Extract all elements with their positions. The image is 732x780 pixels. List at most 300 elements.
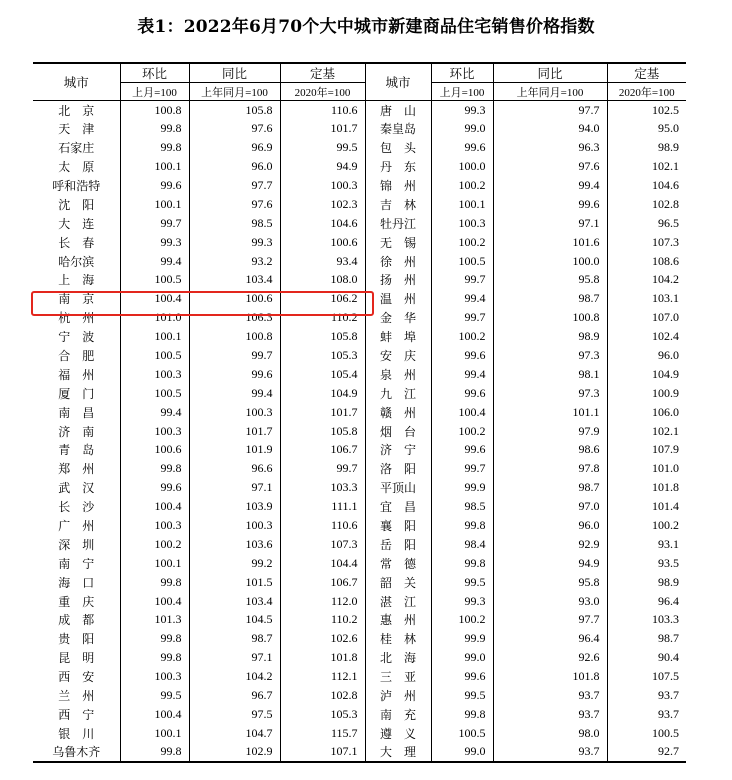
table-row [33, 233, 686, 252]
left-base-cell: 105.8 [280, 422, 365, 441]
header-mom-right: 环比 [431, 63, 493, 83]
left-base-cell: 105.4 [280, 365, 365, 384]
right-mom-cell: 99.6 [431, 138, 493, 157]
right-yoy-cell: 94.9 [493, 554, 607, 573]
right-mom-cell: 98.5 [431, 497, 493, 516]
right-yoy-cell: 98.6 [493, 441, 607, 460]
table-row [33, 686, 686, 705]
table-row [33, 327, 686, 346]
table-row [33, 497, 686, 516]
header-base: 定基 [280, 63, 365, 83]
table-row [33, 592, 686, 611]
right-yoy-cell: 97.0 [493, 497, 607, 516]
left-yoy-cell: 97.5 [189, 705, 280, 724]
highlight-box-nanjing [31, 291, 374, 316]
subheader-base: 2020年=100 [280, 83, 365, 101]
left-city-cell: 济 南 [58, 424, 95, 439]
left-yoy-cell: 97.7 [189, 176, 280, 195]
left-mom-cell: 100.4 [120, 497, 189, 516]
right-base-cell: 96.5 [607, 214, 686, 233]
left-city-cell: 广 州 [58, 519, 95, 534]
table-title: 表1：2022年6月70个大中城市新建商品住宅销售价格指数 [137, 17, 595, 37]
left-base-cell: 111.1 [280, 497, 365, 516]
right-mom-cell: 99.6 [431, 667, 493, 686]
right-mom-cell: 99.6 [431, 346, 493, 365]
table-row [33, 176, 686, 195]
table-row [33, 365, 686, 384]
right-base-cell: 93.7 [607, 686, 686, 705]
left-base-cell: 107.1 [280, 743, 365, 762]
right-mom-cell: 99.8 [431, 705, 493, 724]
right-yoy-cell: 96.3 [493, 138, 607, 157]
left-mom-cell: 100.5 [120, 271, 189, 290]
left-city-cell: 哈尔滨 [58, 254, 95, 269]
subheader-base-right: 2020年=100 [607, 83, 686, 101]
table-body [33, 101, 686, 762]
right-city-cell: 三 亚 [365, 667, 431, 686]
right-base-cell: 102.1 [607, 422, 686, 441]
left-mom-cell: 100.3 [120, 422, 189, 441]
table-header [33, 63, 686, 101]
right-city-cell: 温 州 [365, 289, 431, 308]
right-city-cell: 常 德 [365, 554, 431, 573]
left-base-cell: 102.3 [280, 195, 365, 214]
right-mom-cell: 99.0 [431, 119, 493, 138]
left-mom-cell: 100.1 [120, 554, 189, 573]
left-mom-cell: 99.6 [120, 176, 189, 195]
left-yoy-cell: 96.9 [189, 138, 280, 157]
left-yoy-cell: 101.9 [189, 441, 280, 460]
left-mom-cell: 99.8 [120, 573, 189, 592]
left-base-cell: 106.2 [280, 289, 365, 308]
left-yoy-cell: 104.5 [189, 611, 280, 630]
left-yoy-cell: 99.4 [189, 384, 280, 403]
left-mom-cell: 100.4 [120, 705, 189, 724]
left-yoy-cell: 99.7 [189, 346, 280, 365]
right-city-cell: 襄 阳 [365, 516, 431, 535]
left-city-cell: 武 汉 [58, 481, 95, 496]
right-city-cell: 赣 州 [365, 403, 431, 422]
left-yoy-cell: 103.4 [189, 592, 280, 611]
left-city-cell: 呼和浩特 [52, 179, 101, 193]
left-city-cell: 福 州 [58, 367, 95, 382]
right-mom-cell: 99.5 [431, 686, 493, 705]
right-mom-cell: 99.0 [431, 648, 493, 667]
table-row [33, 611, 686, 630]
left-city-cell: 厦 门 [58, 386, 95, 401]
left-base-cell: 102.8 [280, 686, 365, 705]
left-city-cell: 贵 阳 [58, 632, 95, 647]
table-row [33, 214, 686, 233]
right-city-cell: 锦 州 [365, 176, 431, 195]
left-city-cell: 海 口 [58, 575, 95, 590]
price-index-table [33, 62, 686, 763]
left-mom-cell: 99.4 [120, 252, 189, 271]
left-yoy-cell: 99.6 [189, 365, 280, 384]
table-row [33, 271, 686, 290]
right-yoy-cell: 101.6 [493, 233, 607, 252]
left-yoy-cell: 96.6 [189, 459, 280, 478]
right-base-cell: 107.9 [607, 441, 686, 460]
right-yoy-cell: 98.1 [493, 365, 607, 384]
left-mom-cell: 99.8 [120, 743, 189, 762]
left-city-cell: 青 岛 [58, 443, 95, 458]
left-yoy-cell: 100.8 [189, 327, 280, 346]
header-yoy: 同比 [189, 63, 280, 83]
right-yoy-cell: 94.0 [493, 119, 607, 138]
left-city-cell: 太 原 [58, 160, 95, 175]
left-yoy-cell: 104.2 [189, 667, 280, 686]
left-mom-cell: 99.8 [120, 459, 189, 478]
left-yoy-cell: 99.2 [189, 554, 280, 573]
left-yoy-cell: 97.1 [189, 478, 280, 497]
right-yoy-cell: 98.7 [493, 478, 607, 497]
left-base-cell: 94.9 [280, 157, 365, 176]
left-base-cell: 104.4 [280, 554, 365, 573]
right-mom-cell: 100.2 [431, 176, 493, 195]
left-base-cell: 99.5 [280, 138, 365, 157]
table-row [33, 403, 686, 422]
right-city-cell: 南 充 [365, 705, 431, 724]
right-base-cell: 93.5 [607, 554, 686, 573]
left-yoy-cell: 100.3 [189, 516, 280, 535]
left-city-cell: 长 沙 [58, 500, 95, 515]
left-mom-cell: 100.1 [120, 157, 189, 176]
left-base-cell: 101.7 [280, 119, 365, 138]
left-yoy-cell: 101.7 [189, 422, 280, 441]
left-mom-cell: 100.3 [120, 667, 189, 686]
right-base-cell: 100.2 [607, 516, 686, 535]
right-mom-cell: 99.4 [431, 365, 493, 384]
left-mom-cell: 100.6 [120, 441, 189, 460]
right-mom-cell: 99.0 [431, 743, 493, 762]
right-city-cell: 泉 州 [365, 365, 431, 384]
right-city-cell: 遵 义 [365, 724, 431, 743]
table-row [33, 667, 686, 686]
right-base-cell: 106.0 [607, 403, 686, 422]
table-row [33, 119, 686, 138]
right-yoy-cell: 97.9 [493, 422, 607, 441]
header-yoy-right: 同比 [493, 63, 607, 83]
left-mom-cell: 99.3 [120, 233, 189, 252]
left-mom-cell: 99.8 [120, 629, 189, 648]
left-base-cell: 93.4 [280, 252, 365, 271]
right-base-cell: 93.1 [607, 535, 686, 554]
right-yoy-cell: 92.6 [493, 648, 607, 667]
right-yoy-cell: 97.1 [493, 214, 607, 233]
left-city-cell: 西 宁 [58, 707, 95, 722]
left-yoy-cell: 97.6 [189, 195, 280, 214]
right-yoy-cell: 97.3 [493, 384, 607, 403]
subheader-yoy: 上年同月=100 [189, 83, 280, 101]
right-base-cell: 100.5 [607, 724, 686, 743]
left-city-cell: 上 海 [58, 273, 95, 288]
header-mom: 环比 [120, 63, 189, 83]
left-mom-cell: 99.8 [120, 119, 189, 138]
left-base-cell: 102.6 [280, 629, 365, 648]
right-base-cell: 102.4 [607, 327, 686, 346]
left-yoy-cell: 103.6 [189, 535, 280, 554]
right-city-cell: 岳 阳 [365, 535, 431, 554]
left-base-cell: 110.2 [280, 611, 365, 630]
right-yoy-cell: 97.7 [493, 101, 607, 120]
right-base-cell: 102.5 [607, 101, 686, 120]
right-mom-cell: 100.2 [431, 611, 493, 630]
right-yoy-cell: 97.3 [493, 346, 607, 365]
left-yoy-cell: 102.9 [189, 743, 280, 762]
left-city-cell: 大 连 [58, 216, 95, 231]
left-base-cell: 99.7 [280, 459, 365, 478]
left-mom-cell: 100.1 [120, 195, 189, 214]
right-yoy-cell: 101.8 [493, 667, 607, 686]
subheader-mom: 上月=100 [120, 83, 189, 101]
left-city-cell: 郑 州 [58, 462, 95, 477]
left-city-cell: 南 昌 [58, 405, 95, 420]
right-city-cell: 无 锡 [365, 233, 431, 252]
right-base-cell: 98.9 [607, 138, 686, 157]
left-mom-cell: 100.4 [120, 289, 189, 308]
left-yoy-cell: 97.6 [189, 119, 280, 138]
right-city-cell: 蚌 埠 [365, 327, 431, 346]
table-row [33, 346, 686, 365]
left-city-cell: 深 圳 [58, 537, 95, 552]
right-base-cell: 104.6 [607, 176, 686, 195]
left-city-cell: 天 津 [58, 122, 95, 137]
left-mom-cell: 99.8 [120, 138, 189, 157]
right-city-cell: 宜 昌 [365, 497, 431, 516]
right-base-cell: 98.9 [607, 573, 686, 592]
left-base-cell: 112.1 [280, 667, 365, 686]
right-mom-cell: 100.1 [431, 195, 493, 214]
table-row [33, 195, 686, 214]
right-city-cell: 韶 关 [365, 573, 431, 592]
right-mom-cell: 100.2 [431, 422, 493, 441]
right-mom-cell: 99.9 [431, 478, 493, 497]
right-yoy-cell: 101.1 [493, 403, 607, 422]
left-base-cell: 105.3 [280, 705, 365, 724]
left-yoy-cell: 103.9 [189, 497, 280, 516]
table-row [33, 459, 686, 478]
right-yoy-cell: 96.4 [493, 629, 607, 648]
right-yoy-cell: 93.7 [493, 705, 607, 724]
right-yoy-cell: 96.0 [493, 516, 607, 535]
right-mom-cell: 98.4 [431, 535, 493, 554]
header-city-right: 城市 [365, 63, 431, 101]
right-base-cell: 95.0 [607, 119, 686, 138]
right-base-cell: 101.8 [607, 478, 686, 497]
left-city-cell: 西 安 [58, 670, 95, 685]
right-yoy-cell: 98.7 [493, 289, 607, 308]
left-mom-cell: 99.8 [120, 648, 189, 667]
right-base-cell: 100.9 [607, 384, 686, 403]
table-row [33, 441, 686, 460]
left-city-cell: 南 宁 [58, 556, 95, 571]
left-base-cell: 100.6 [280, 233, 365, 252]
table-row [33, 705, 686, 724]
left-city-cell: 兰 州 [58, 689, 95, 704]
right-base-cell: 107.0 [607, 308, 686, 327]
left-yoy-cell: 103.4 [189, 271, 280, 290]
left-city-cell: 石家庄 [58, 141, 95, 156]
right-base-cell: 93.7 [607, 705, 686, 724]
right-city-cell: 烟 台 [365, 422, 431, 441]
header-base-right: 定基 [607, 63, 686, 83]
left-yoy-cell: 106.3 [189, 308, 280, 327]
left-mom-cell: 100.5 [120, 384, 189, 403]
right-city-cell: 湛 江 [365, 592, 431, 611]
right-mom-cell: 99.4 [431, 289, 493, 308]
subheader-yoy-right: 上年同月=100 [493, 83, 607, 101]
table-row [33, 648, 686, 667]
right-mom-cell: 100.5 [431, 252, 493, 271]
table-row [33, 629, 686, 648]
right-mom-cell: 99.3 [431, 101, 493, 120]
right-yoy-cell: 100.0 [493, 252, 607, 271]
right-city-cell: 徐 州 [365, 252, 431, 271]
right-city-cell: 平顶山 [365, 478, 431, 497]
left-mom-cell: 100.3 [120, 516, 189, 535]
right-yoy-cell: 93.0 [493, 592, 607, 611]
left-city-cell: 合 肥 [58, 349, 95, 364]
left-base-cell: 101.8 [280, 648, 365, 667]
right-yoy-cell: 98.0 [493, 724, 607, 743]
left-mom-cell: 101.3 [120, 611, 189, 630]
left-city-cell: 重 庆 [58, 594, 95, 609]
left-yoy-cell: 101.5 [189, 573, 280, 592]
table-row [33, 478, 686, 497]
right-yoy-cell: 99.6 [493, 195, 607, 214]
right-city-cell: 北 海 [365, 648, 431, 667]
left-base-cell: 110.6 [280, 516, 365, 535]
header-city: 城市 [63, 75, 89, 90]
right-yoy-cell: 93.7 [493, 686, 607, 705]
left-yoy-cell: 98.5 [189, 214, 280, 233]
table-row [33, 535, 686, 554]
right-yoy-cell: 95.8 [493, 573, 607, 592]
right-base-cell: 104.2 [607, 271, 686, 290]
left-mom-cell: 100.1 [120, 327, 189, 346]
right-city-cell: 包 头 [365, 138, 431, 157]
left-city-cell: 北 京 [58, 103, 95, 118]
right-mom-cell: 99.7 [431, 271, 493, 290]
right-yoy-cell: 97.6 [493, 157, 607, 176]
left-base-cell: 110.6 [280, 101, 365, 120]
left-base-cell: 105.8 [280, 327, 365, 346]
table-row [33, 573, 686, 592]
right-city-cell: 济 宁 [365, 441, 431, 460]
left-yoy-cell: 100.6 [189, 289, 280, 308]
right-mom-cell: 100.2 [431, 233, 493, 252]
table-row [33, 384, 686, 403]
left-mom-cell: 99.7 [120, 214, 189, 233]
right-mom-cell: 100.4 [431, 403, 493, 422]
left-yoy-cell: 104.7 [189, 724, 280, 743]
left-base-cell: 103.3 [280, 478, 365, 497]
right-mom-cell: 100.0 [431, 157, 493, 176]
left-base-cell: 105.3 [280, 346, 365, 365]
left-yoy-cell: 98.7 [189, 629, 280, 648]
right-mom-cell: 99.7 [431, 459, 493, 478]
left-yoy-cell: 96.7 [189, 686, 280, 705]
right-city-cell: 扬 州 [365, 271, 431, 290]
left-yoy-cell: 96.0 [189, 157, 280, 176]
right-city-cell: 桂 林 [365, 629, 431, 648]
left-mom-cell: 99.6 [120, 478, 189, 497]
right-base-cell: 92.7 [607, 743, 686, 762]
left-city-cell: 南 京 [58, 292, 95, 307]
left-city-cell: 宁 波 [58, 330, 95, 345]
left-base-cell: 106.7 [280, 573, 365, 592]
left-mom-cell: 101.0 [120, 308, 189, 327]
right-base-cell: 102.1 [607, 157, 686, 176]
left-base-cell: 100.3 [280, 176, 365, 195]
right-yoy-cell: 97.8 [493, 459, 607, 478]
right-yoy-cell: 99.4 [493, 176, 607, 195]
left-city-cell: 昆 明 [58, 651, 95, 666]
right-yoy-cell: 92.9 [493, 535, 607, 554]
left-mom-cell: 100.2 [120, 535, 189, 554]
right-mom-cell: 100.5 [431, 724, 493, 743]
left-base-cell: 106.7 [280, 441, 365, 460]
table-row [33, 516, 686, 535]
right-base-cell: 96.4 [607, 592, 686, 611]
left-mom-cell: 100.8 [120, 101, 189, 120]
table-row [33, 252, 686, 271]
left-yoy-cell: 99.3 [189, 233, 280, 252]
right-city-cell: 安 庆 [365, 346, 431, 365]
left-city-cell: 银 川 [58, 726, 95, 741]
right-base-cell: 101.4 [607, 497, 686, 516]
right-city-cell: 唐 山 [365, 101, 431, 120]
right-city-cell: 洛 阳 [365, 459, 431, 478]
left-base-cell: 110.2 [280, 308, 365, 327]
right-city-cell: 秦皇岛 [365, 119, 431, 138]
table-row [33, 724, 686, 743]
table-row [33, 157, 686, 176]
left-mom-cell: 100.5 [120, 346, 189, 365]
right-base-cell: 96.0 [607, 346, 686, 365]
right-mom-cell: 99.8 [431, 554, 493, 573]
table-row [33, 743, 686, 762]
left-yoy-cell: 105.8 [189, 101, 280, 120]
left-yoy-cell: 97.1 [189, 648, 280, 667]
right-base-cell: 101.0 [607, 459, 686, 478]
right-base-cell: 103.3 [607, 611, 686, 630]
right-yoy-cell: 95.8 [493, 271, 607, 290]
right-yoy-cell: 93.7 [493, 743, 607, 762]
left-city-cell: 长 春 [58, 235, 95, 250]
right-base-cell: 108.6 [607, 252, 686, 271]
right-base-cell: 102.8 [607, 195, 686, 214]
right-mom-cell: 100.2 [431, 327, 493, 346]
left-base-cell: 115.7 [280, 724, 365, 743]
right-city-cell: 丹 东 [365, 157, 431, 176]
left-mom-cell: 100.4 [120, 592, 189, 611]
left-mom-cell: 99.4 [120, 403, 189, 422]
right-base-cell: 107.3 [607, 233, 686, 252]
right-city-cell: 牡丹江 [365, 214, 431, 233]
left-base-cell: 107.3 [280, 535, 365, 554]
right-mom-cell: 99.8 [431, 516, 493, 535]
right-mom-cell: 99.6 [431, 384, 493, 403]
right-base-cell: 104.9 [607, 365, 686, 384]
table-row [33, 554, 686, 573]
left-city-cell: 杭 州 [58, 311, 95, 326]
left-city-cell: 乌鲁木齐 [52, 745, 101, 760]
table-row [33, 422, 686, 441]
right-mom-cell: 99.9 [431, 629, 493, 648]
left-base-cell: 112.0 [280, 592, 365, 611]
